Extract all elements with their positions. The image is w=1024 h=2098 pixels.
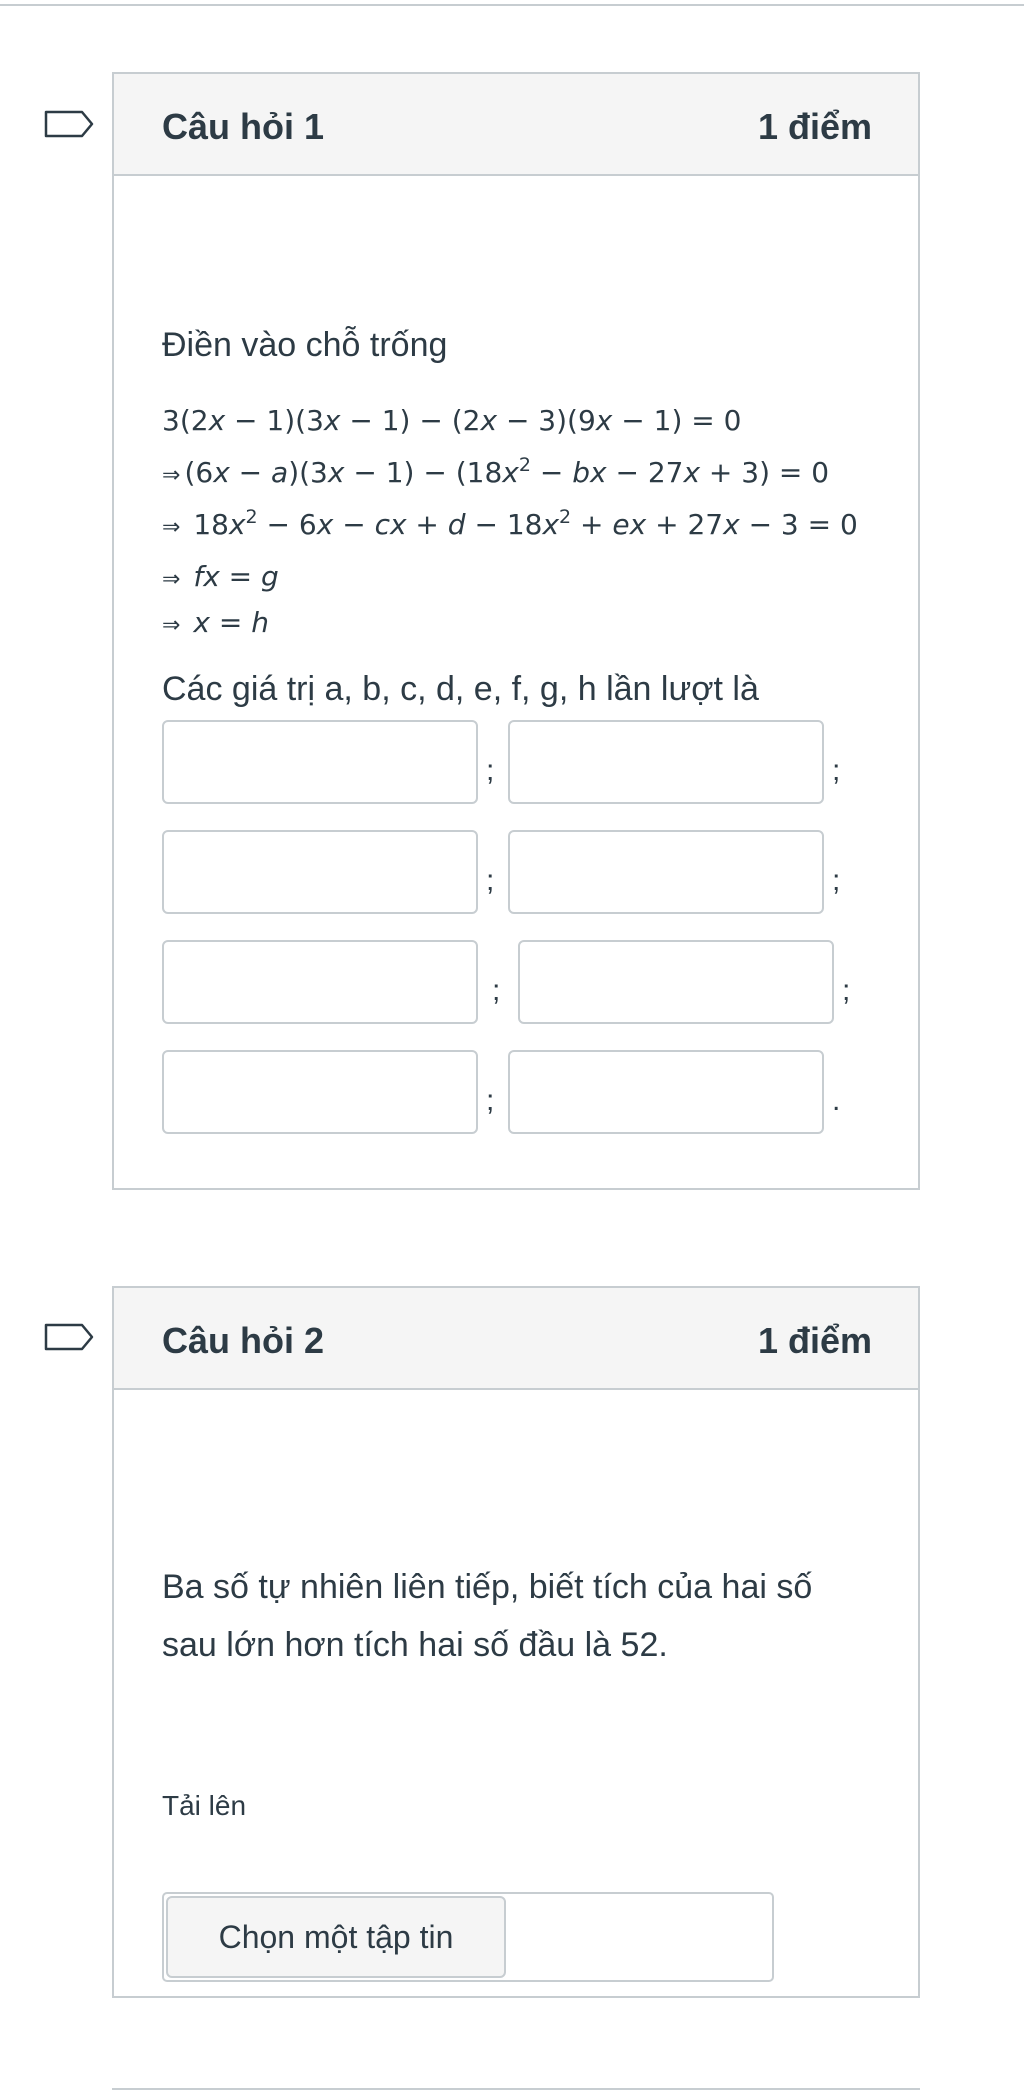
bookmark-flag-icon[interactable]	[44, 110, 94, 138]
blank-input-a[interactable]	[162, 720, 478, 804]
equation-line-4: ⇒ fx = g	[162, 560, 279, 593]
bookmark-flag-icon[interactable]	[44, 1323, 94, 1351]
separator: ;	[832, 754, 841, 787]
separator: ;	[832, 864, 841, 897]
upload-label: Tải lên	[162, 1790, 247, 1821]
question-instruction: Các giá trị a, b, c, d, e, f, g, h lần lượt là	[162, 670, 759, 708]
blank-input-g[interactable]	[162, 1050, 478, 1134]
top-divider	[0, 4, 1024, 6]
separator: ;	[492, 974, 501, 1007]
bottom-divider	[112, 2088, 920, 2090]
question-prompt: Điền vào chỗ trống	[162, 326, 448, 364]
blank-input-f[interactable]	[518, 940, 834, 1024]
question-prompt-line-2: sau lớn hơn tích hai số đầu là 52.	[162, 1626, 668, 1664]
choose-file-button[interactable]: Chọn một tập tin	[166, 1896, 506, 1978]
blank-input-h[interactable]	[508, 1050, 824, 1134]
question-title: Câu hỏi 1	[162, 106, 325, 147]
question-points: 1 điểm	[757, 106, 872, 147]
question-header	[114, 74, 918, 176]
blank-input-b[interactable]	[508, 720, 824, 804]
blank-input-e[interactable]	[162, 940, 478, 1024]
separator: ;	[842, 974, 851, 1007]
separator: ;	[486, 1084, 495, 1117]
equation-line-2: ⇒ $(6x - a)(3x - 1) - (18x^2$ − bx − 27x + 3) = 0	[162, 454, 830, 489]
question-title: Câu hỏi 2	[162, 1320, 325, 1361]
question-header	[114, 1288, 918, 1390]
question-prompt-line-1: Ba số tự nhiên liên tiếp, biết tích của hai số	[162, 1568, 813, 1606]
blank-input-c[interactable]	[162, 830, 478, 914]
blank-input-d[interactable]	[508, 830, 824, 914]
equation-line-3: ⇒ $18x^2 - 6x$ − cx + $d - 18x^2$ + ex + 27x − 3 = 0	[162, 506, 858, 541]
question-2	[112, 1286, 920, 1998]
separator: ;	[486, 754, 495, 787]
separator: ;	[486, 864, 495, 897]
file-upload-field[interactable]	[162, 1892, 774, 1982]
equation-line-5: ⇒ x = h	[162, 606, 269, 639]
equation-line-1: 3(2x − 1)(3x − 1) − (2x − 3)(9x − 1) = 0	[162, 404, 742, 437]
end-mark: .	[832, 1084, 841, 1117]
question-points: 1 điểm	[757, 1320, 872, 1361]
question-1	[112, 72, 920, 1190]
